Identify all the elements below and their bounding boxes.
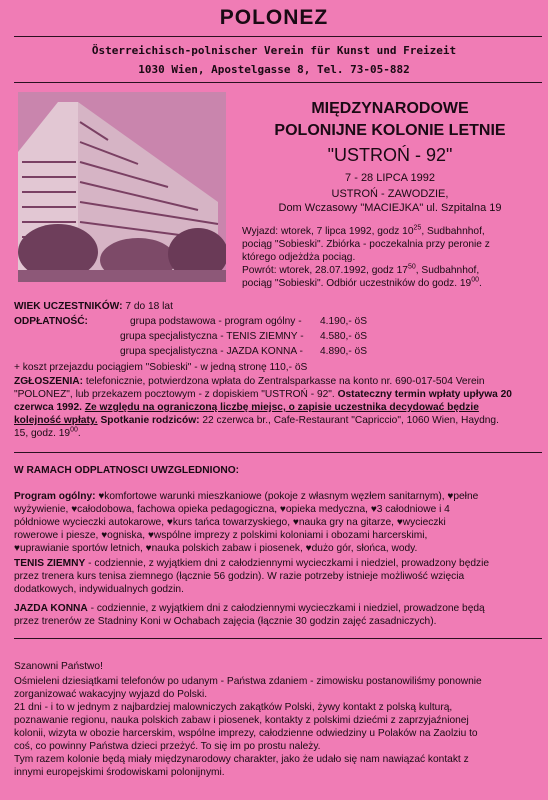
org-name: POLONEZ — [219, 6, 329, 29]
heart-icon: ♥ — [14, 543, 20, 554]
event-house: Dom Wczasowy "MACIEJKA" ul. Szpitalna 19 — [278, 202, 502, 214]
heart-icon: ♥ — [447, 491, 454, 502]
association-address: 1030 Wien, Apostelgasse 8, Tel. 73-05-882 — [138, 63, 410, 76]
event-title-line1: MIĘDZYNARODOWE — [311, 100, 469, 117]
fee-price-2: 4.580,- öS — [320, 331, 368, 342]
section-rule-2 — [14, 638, 542, 639]
included-heading: W RAMACH ODPLATNOSCI UWZGLEDNIONO: — [14, 465, 240, 476]
letter: Szanowni Państwo! Ośmieleni dziesiątkami telefonów po udanym - Państwa zdaniem - zimowisku postanowiliśmy ponownie zorganizować wakacyjny wyjazd do Polski. 21 dni - i to w jednym z najbardziej malowniczych zakątków Polski, żywy kontakt z polską kulturą, poznawanie regionu, nauka polskich zabaw i piosenek, kontakty z polskimi dziećmi z zaprzyjaźnionej kolonii, wizyta w obozie harcerskim, wspólne imprezy, całodzienne odwiedziny u Polaków na Zaolziu to coś, co powinny Państwa dzieci przeżyć. To się im po prostu należy. Tym razem kolonie będą miały międzynarodowy charakter, jako że udało się nam nawiązać kontakt z innymi europejskimi środowiskami polonijnymi. — [14, 660, 544, 779]
building-illustration — [18, 92, 226, 282]
section-rule-1 — [14, 452, 542, 453]
heart-icon: ♥ — [166, 517, 173, 528]
fees-label: ODPŁATNOŚĆ: — [14, 316, 88, 327]
tennis-section: TENIS ZIEMNY - codziennie, z wyjątkiem dni z całodziennymi wycieczkami i niedziel, prowadzony będzie przez trenera kurs tenisa ziemnego (łącznie 56 godzin). W razie potrzeby istnieje możliwość wzięcia dodatkowych, indywidualnych godzin. — [14, 558, 490, 595]
event-title-line2: POLONIJNE KOLONIE LETNIE — [274, 122, 506, 139]
departure-line3: którego odjeżdża pociąg. — [242, 252, 356, 263]
age-value: 7 do 18 lat — [125, 301, 173, 312]
departure-line1: Wyjazd: wtorek, 7 lipca 1992, godz $10^{25}$, Sudbahnhof, — [242, 224, 485, 237]
registration: ZGŁOSZENIA: telefonicznie, potwierdzona wpłata do Zentralsparkasse na konto nr. 690-017-504 Verein "POLONEZ", lub przekazem pocztowym - z dopiskiem "USTROŃ - 92". Ostateczny termin wpłaty upływa 20 czerwca 1992. Ze względu na ograniczoną liczbę miejsc, o zapisie uczestnika decydować będzie kolejność wpłaty. Spotkanie rodziców: 22 czerwca br., Cafe-Restaurant "Capriccio", 1060 Wien, Haydng. 15, godz. $19^{00}$. — [14, 376, 512, 439]
program-general: Program ogólny: ♥komfortowe warunki mieszkaniowe (pokoje z własnym węzłem sanitarnym), ♥pełne wyżywienie, ♥całodobowa, fachowa opieka pedagogiczna, ♥opieka medyczna, ♥3 całodniowe i 4 półdniowe wycieczki autokarowe, ♥kurs tańca towarzyskiego, ♥nauka gry na gitarze, ♥wycieczki rowerowe i piesze, ♥ogniska, ♥wspólne imprezy z polskimi koloniami i obozami harcerskimi, ♥uprawianie sportów letnich, ♥nauka polskich zabaw i piosenek, ♥dużo gór, słońca, wody. — [14, 491, 479, 554]
fee-name-1: grupa podstawowa - program ogólny - — [130, 316, 302, 327]
building-photo — [18, 92, 226, 282]
fee-price-3: 4.890,- öS — [320, 346, 368, 357]
header-rule-bottom — [14, 82, 542, 83]
letter-greeting: Szanowni Państwo! — [14, 661, 103, 672]
heart-icon: ♥ — [292, 517, 299, 528]
heart-icon: ♥ — [145, 543, 152, 554]
return-line2: pociąg "Sobieski". Odbiór uczestników do godz. $19^{00}$. — [242, 276, 482, 289]
age-label: WIEK UCZESTNIKÓW: — [14, 301, 123, 312]
heart-icon: ♥ — [147, 530, 154, 541]
association-name: Österreichisch-polnischer Verein für Kunst und Freizeit — [91, 44, 457, 57]
heart-icon: ♥ — [98, 491, 105, 502]
departure-line2: pociąg "Sobieski". Zbiórka - poczekalnia przy peronie z — [242, 239, 490, 250]
age-row — [14, 300, 173, 313]
heart-icon: ♥ — [71, 504, 78, 515]
fees-extra: + koszt przejazdu pociągiem "Sobieski" - w jedną stronę 110,- öS — [14, 362, 308, 373]
heart-icon: ♥ — [101, 530, 108, 541]
event-dates: 7 - 28 LIPCA 1992 — [345, 172, 435, 184]
heart-icon: ♥ — [370, 504, 377, 515]
travel-info — [242, 225, 542, 290]
return-line1: Powrót: wtorek, 28.07.1992, godz $17^{50}$, Sudbahnhof, — [242, 263, 480, 276]
fee-price-1: 4.190,- öS — [320, 316, 368, 327]
heart-icon: ♥ — [305, 543, 312, 554]
fee-name-2: grupa specjalistyczna - TENIS ZIEMNY - — [120, 331, 304, 342]
event-title-line3: "USTROŃ - 92" — [327, 145, 453, 165]
horse-section: JAZDA KONNA - codziennie, z wyjątkiem dni z całodziennymi wycieczkami i niedziel, prowadzone będą przez trenerów ze Stadniny Koni w Ochabach zajęcia (łącznie 30 godzin zajęć zasadniczych). — [14, 603, 485, 627]
registration-label: ZGŁOSZENIA: — [14, 376, 84, 387]
event-place: USTROŃ - ZAWODZIE, — [331, 188, 449, 200]
heart-icon: ♥ — [396, 517, 403, 528]
heart-icon: ♥ — [279, 504, 286, 515]
header-rule-top — [14, 36, 542, 37]
fee-name-3: grupa specjalistyczna - JAZDA KONNA - — [120, 346, 303, 357]
